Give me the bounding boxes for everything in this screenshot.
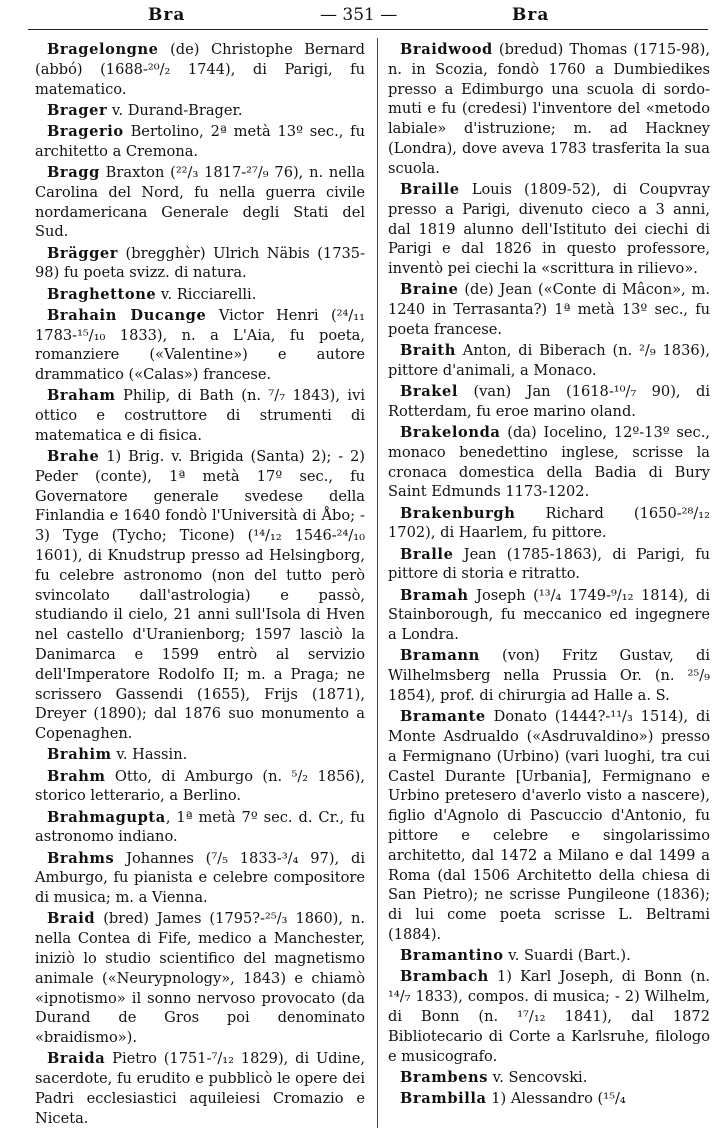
- header-right-word: Bra: [512, 5, 550, 25]
- dictionary-entry: [388, 1068, 710, 1088]
- entry-text: 1) Karl Joseph, di Bonn (n. ¹⁴/₇ 1833), compos. di musica; - 2) Wilhelm, di Bonn (n. ¹⁷/₁₂ 1841), dal 1872 Bibliotecario di Corte a Karlsruhe, filologo e musicografo.: [388, 968, 710, 1065]
- dictionary-entry: [35, 101, 365, 121]
- entry-headword: Brahim: [47, 746, 112, 764]
- entry-text: Braxton (²²/₃ 1817-²⁷/₉ 76), n. nella Carolina del Nord, fu nella guerra civile nordamericana Generale degli Stati del Sud.: [35, 163, 365, 241]
- dictionary-entry: [388, 545, 710, 585]
- entry-headword: Brägger: [47, 244, 119, 262]
- entry-headword: Braida: [47, 1050, 106, 1068]
- entry-text: 1) Brig. v. Brigida (Santa) 2); - 2) Peder (conte), 1ª metà 17º sec., fu Governatore generale svedese della Finlandia e 1640 fondò l'Università di Åbo; - 3) Tyge (Tycho; Ticone) (¹⁴/₁₂ 1546-²⁴/₁₀ 1601), di Knudstrup presso ad Helsingborg, fu celebre astronomo (non del tutto però svincolato dall'astrologia) e passò, studiando il cielo, 21 anni sull'Isola di Hven nel castello d'Uranienborg; 1597 lasciò la Danimarca e 1599 entrò al servizio dell'Imperatore Rodolfo II; m. a Praga; ne scrissero Gassendi (1655), Frijs (1871), Dreyer (1890); dal 1876 suo monumento a Copenaghen.: [35, 448, 365, 743]
- entry-text: Richard (1650-²⁸/₁₂ 1702), di Haarlem, fu pittore.: [388, 504, 710, 542]
- entry-headword: Braille: [400, 180, 460, 198]
- left-column: [35, 40, 365, 1130]
- dictionary-entry: [35, 306, 365, 385]
- entry-text: Jean (1785-1863), di Parigi, fu pittore di storia e ritratto.: [388, 545, 710, 583]
- entry-text: (bregghèr) Ulrich Näbis (1735-98) fu poeta svizz. di natura.: [35, 244, 365, 282]
- entry-text: Pietro (1751-⁷/₁₂ 1829), di Udine, sacerdote, fu erudito e pubblicò le opere dei Padri ecclesiastici aquileiesi Cromazio e Niceta.: [35, 1050, 365, 1127]
- entry-headword: Brakelonda: [400, 424, 501, 442]
- dictionary-entry: [35, 122, 365, 162]
- entry-headword: Bragerio: [47, 122, 124, 140]
- entry-headword: Brahms: [47, 849, 115, 867]
- entry-text: Anton, di Biberach (n. ²/₉ 1836), pittore d'animali, a Monaco.: [388, 342, 710, 379]
- entry-headword: Bramah: [400, 586, 469, 604]
- entry-text: (van) Jan (1618-¹⁰/₇ 90), di Rotterdam, fu eroe marino oland.: [388, 383, 710, 420]
- dictionary-entry: [388, 707, 710, 945]
- dictionary-entry: [35, 808, 365, 848]
- entry-text: v. Sencovski.: [488, 1068, 588, 1086]
- dictionary-entry: [35, 163, 365, 242]
- entry-headword: Brambilla: [400, 1089, 487, 1107]
- entry-text: , 1ª metà 7º sec. d. Cr., fu astronomo indiano.: [35, 808, 365, 846]
- entry-text: Philip, di Bath (n. ⁷/₇ 1843), ivi ottico e costruttore di strumenti di matematica e di fisica.: [35, 387, 365, 444]
- entry-headword: Brahe: [47, 448, 100, 466]
- entry-text: Louis (1809-52), di Coupvray presso a Parigi, divenuto cieco a 3 anni, dal 1819 alunno dell'Istituto dei ciechi di Parigi e dal 1826 in questo professore, inventò pei ciechi la «scrittura in rilievo».: [388, 180, 710, 278]
- entry-headword: Brahmagupta: [47, 808, 166, 826]
- column-divider: [377, 38, 378, 1128]
- entry-headword: Bragelongne: [47, 41, 159, 58]
- dictionary-entry: [388, 280, 710, 339]
- dictionary-entry: [35, 447, 365, 744]
- entry-headword: Braghettone: [47, 285, 157, 303]
- dictionary-entry: [35, 745, 365, 765]
- dictionary-entry: [35, 244, 365, 284]
- entry-headword: Brambens: [400, 1068, 489, 1086]
- entry-text: (bredud) Thomas (1715-98), n. in Scozia, fondò 1760 a Dumbiedikes presso a Edimburgo una scuola di sordo-muti e fu (credesi) l'inventore del «metodo labiale» d'istruzione; m. ad Hackney (Londra), dove aveva 1783 trasferita la sua scuola.: [388, 41, 710, 177]
- entry-headword: Bramann: [400, 647, 480, 665]
- entry-text: Joseph (¹³/₄ 1749-⁹/₁₂ 1814), di Stainborough, fu meccanico ed ingegnere a Londra.: [388, 586, 710, 644]
- entry-headword: Brahm: [47, 767, 106, 785]
- header-rule: [28, 29, 708, 30]
- entry-headword: Bragg: [47, 163, 100, 181]
- entry-headword: Bralle: [400, 545, 454, 563]
- dictionary-entry: [35, 285, 365, 305]
- entry-text: (bred) James (1795?-²⁵/₃ 1860), n. nella Contea di Fife, medico a Manchester, iniziò lo studio scientifico del magnetismo animale («Neurypnology», 1843) e chiamò «ipnotismo» il sonno nervoso provocato (da Durand de Gros poi denominato «braidismo»).: [35, 910, 365, 1047]
- dictionary-entry: [388, 967, 710, 1066]
- dictionary-entry: [35, 386, 365, 445]
- entry-text: v. Durand-Brager.: [107, 101, 243, 119]
- entry-headword: Braidwood: [400, 41, 493, 58]
- entry-headword: Brahain Ducange: [47, 306, 207, 324]
- dictionary-entry: [388, 1089, 710, 1109]
- page-header: [0, 0, 718, 28]
- right-column: [388, 40, 710, 1110]
- entry-text: Victor Henri (²⁴/₁₁ 1783-¹⁵/₁₀ 1833), n. a L'Aia, fu poeta, romanziere («Valentine») e autore drammatico («Calas») francese.: [35, 306, 365, 384]
- entry-headword: Braham: [47, 387, 116, 405]
- dictionary-entry: [388, 180, 710, 279]
- entry-headword: Brakel: [400, 383, 459, 401]
- dictionary-entry: [35, 767, 365, 807]
- entry-text: v. Hassin.: [111, 746, 188, 764]
- entry-text: Otto, di Amburgo (n. ⁵/₂ 1856), storico letterario, a Berlino.: [35, 767, 365, 805]
- dictionary-entry: [35, 40, 365, 99]
- dictionary-entry: [388, 946, 710, 966]
- dictionary-entry: [388, 423, 710, 502]
- entry-text: v. Ricciarelli.: [156, 285, 257, 303]
- dictionary-entry: [388, 646, 710, 705]
- entry-text: (de) Jean («Conte di Mâcon», m. 1240 in Terrasanta?) 1ª metà 13º sec., fu poeta francese.: [388, 281, 710, 338]
- dictionary-entry: [35, 1049, 365, 1128]
- entry-text: (de) Christophe Bernard (abbó) (1688-²⁰/₂ 1744), di Parigi, fu matematico.: [35, 41, 365, 98]
- entry-text: Johannes (⁷/₅ 1833-³/₄ 97), di Amburgo, fu pianista e celebre compositore di musica; m. a Vienna.: [35, 849, 365, 907]
- dictionary-entry: [388, 341, 710, 381]
- entry-text: (da) Iocelino, 12º-13º sec., monaco benedettino inglese, scrisse la cronaca domestica della Badia di Bury Saint Edmunds 1173-1202.: [388, 424, 710, 501]
- entry-headword: Bramantino: [400, 947, 504, 965]
- entry-text: Bertolino, 2ª metà 13º sec., fu architetto a Cremona.: [35, 122, 365, 160]
- page-number: — 351 —: [320, 5, 398, 25]
- dictionary-entry: [35, 849, 365, 908]
- entry-text: 1) Alessandro (¹⁵/₄: [486, 1089, 626, 1107]
- dictionary-entry: [388, 382, 710, 422]
- dictionary-entry: [388, 586, 710, 645]
- header-left-word: Bra: [148, 5, 186, 25]
- entry-headword: Braith: [400, 342, 456, 360]
- dictionary-entry: [388, 504, 710, 544]
- entry-headword: Brambach: [400, 968, 489, 986]
- entry-text: v. Suardi (Bart.).: [503, 947, 631, 965]
- dictionary-entry: [388, 40, 710, 179]
- entry-headword: Brager: [47, 101, 108, 119]
- entry-headword: Braid: [47, 910, 96, 928]
- entry-headword: Braine: [400, 281, 459, 299]
- entry-headword: Bramante: [400, 708, 486, 726]
- dictionary-entry: [35, 909, 365, 1048]
- entry-text: (von) Fritz Gustav, di Wilhelmsberg nella Prussia Or. (n. ²⁵/₉ 1854), prof. di chirurgia ad Halle a. S.: [388, 647, 710, 705]
- entry-headword: Brakenburgh: [400, 504, 516, 522]
- entry-text: Donato (1444?-¹¹/₃ 1514), di Monte Asdrualdo («Asdruvaldino») presso a Fermignano (Urbino) (vari luoghi, tra cui Castel Durante [Urbania], Fermignano e Urbino pretesero d'averlo visto a nascere), figlio d'Agnolo di Pascuccio d'Antonio, fu pittore e celebre e singolarissimo architetto, dal 1472 a Milano e dal 1499 a Roma (dal 1506 Architetto della chiesa di San Pietro); ne scrisse Pungileone (1836); di lui come poeta scrisse L. Beltrami (1884).: [388, 708, 710, 943]
